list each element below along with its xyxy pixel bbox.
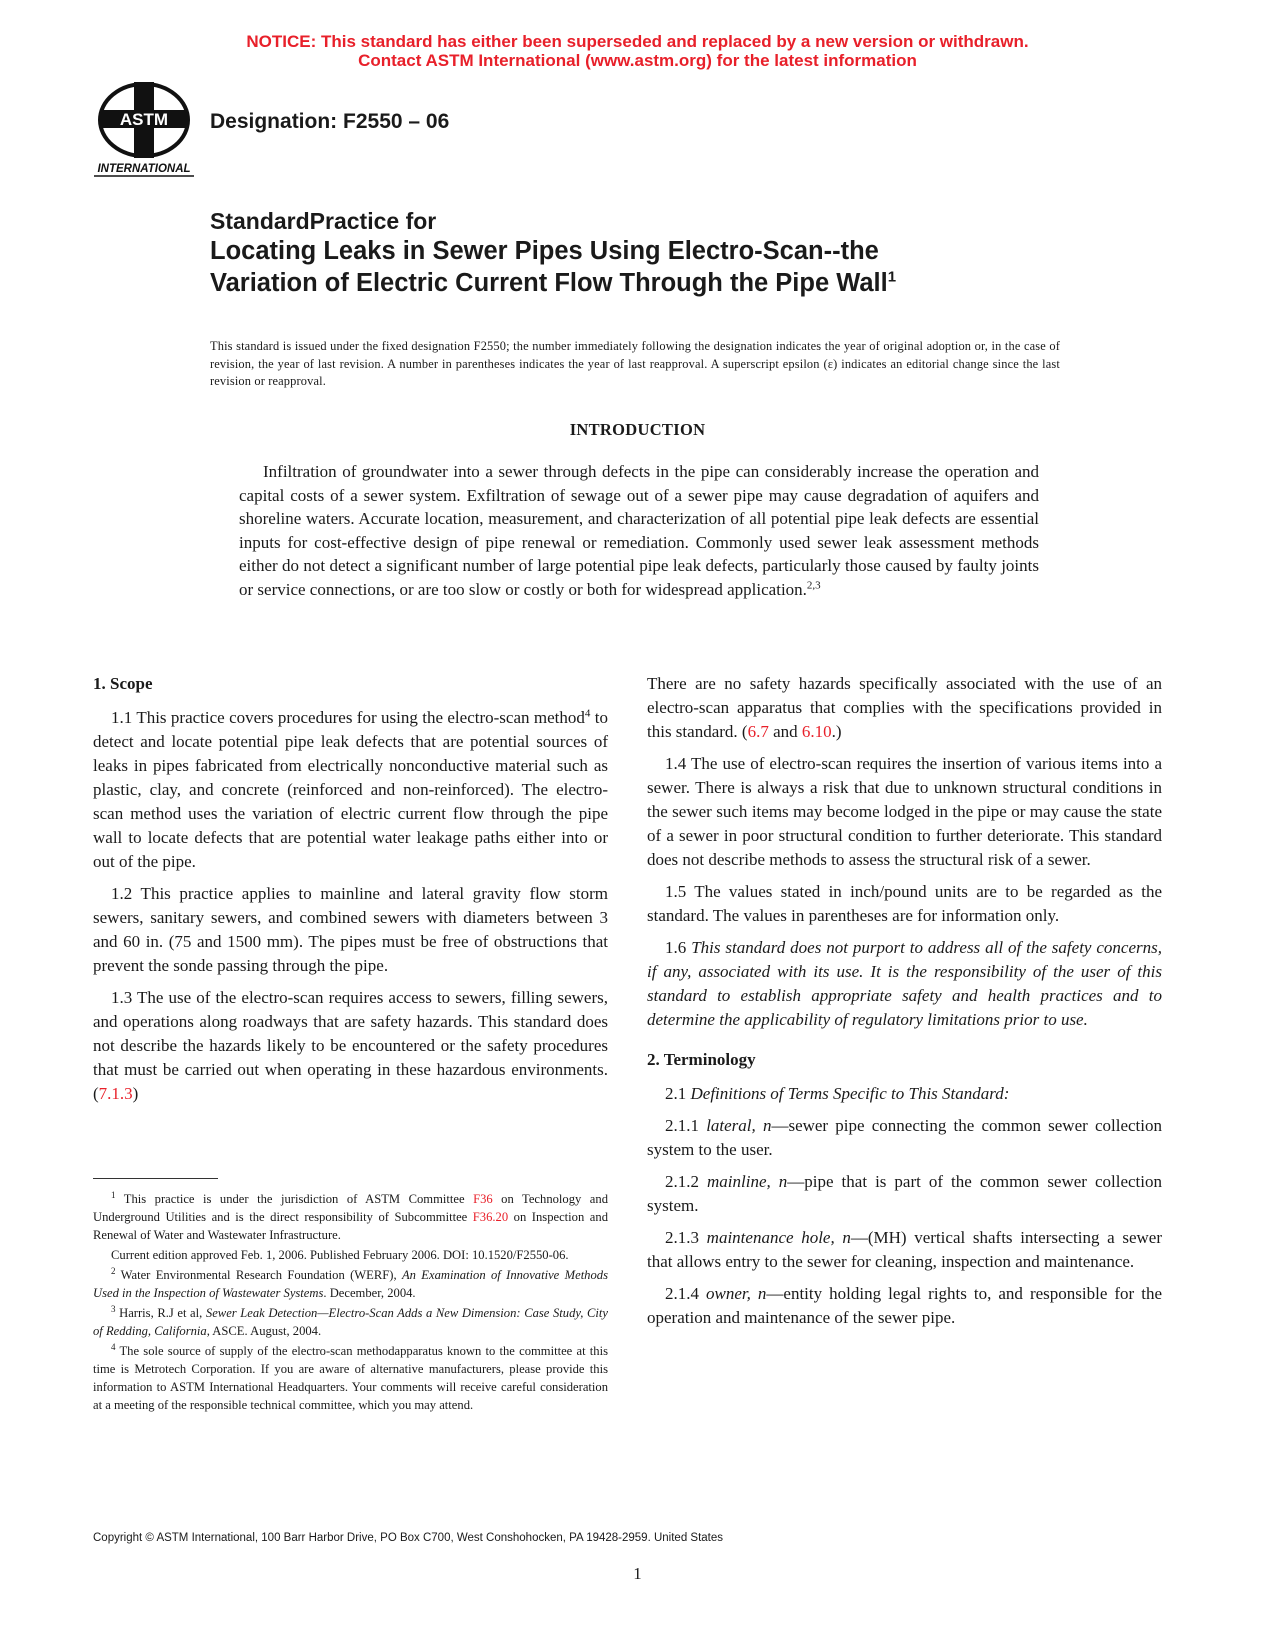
- footnote-3: [93, 1304, 608, 1340]
- title-line-1: Locating Leaks in Sewer Pipes Using Electro-Scan--the: [210, 237, 879, 265]
- title-block: [210, 207, 1110, 299]
- footnote-3-text-b: , ASCE. August, 2004.: [206, 1324, 322, 1338]
- paragraph-1-3-continued: [647, 672, 1162, 744]
- paragraph-1-3-text-d: .): [831, 722, 842, 741]
- footnote-4-marker: 4: [111, 1341, 116, 1352]
- paragraph-2-1-text: Definitions of Terms Specific to This Standard:: [690, 1084, 1010, 1103]
- title-line-2-text: Variation of Electric Current Flow Through the Pipe Wall: [210, 269, 888, 297]
- term-number: 2.1.3: [665, 1228, 707, 1247]
- footnote-2-title: An Examination of Innovative Methods Used in the Inspection of Wastewater Systems: [93, 1268, 608, 1300]
- paragraph-2-1: [647, 1082, 1162, 1106]
- footnote-2: [93, 1266, 608, 1302]
- footnote-2-text-a: Water Environmental Research Foundation (WERF),: [115, 1268, 402, 1282]
- term-lateral: [647, 1114, 1162, 1162]
- logo-subtitle: INTERNATIONAL: [97, 163, 191, 175]
- paragraph-1-3-text-a: 1.3 The use of the electro-scan requires access to sewers, filling sewers, and operations along roadways that are safety hazards. This standard does not describe the hazards likely to be encountered or the safety procedures that must be carried out when operating in these hazardous environments. (: [93, 988, 608, 1103]
- paragraph-1-6-number: 1.6: [665, 938, 692, 957]
- title-line-2: [210, 267, 1110, 299]
- link-6-10[interactable]: 6.10: [801, 722, 832, 741]
- term-definition: —pipe that is part of the common sewer collection system.: [647, 1172, 1163, 1215]
- introduction-footnote-ref[interactable]: 2,3: [806, 578, 821, 591]
- paragraph-1-1-text-b: to detect and locate potential pipe leak defects that are potential sources of leaks in pipes fabricated from electrically nonconductive material such as plastic, clay, and concrete (reinforced and non-reinforced). The electro-scan method uses the variation of electric current flow through the pipe wall to locate defects that are potential water leakage paths either into or out of the pipe.: [93, 708, 608, 871]
- right-column: [647, 672, 1162, 1338]
- logo-text: ASTM: [119, 110, 169, 129]
- footnote-2-text-b: . December, 2004.: [323, 1286, 416, 1300]
- paragraph-1-4: 1.4 The use of electro-scan requires the insertion of various items into a sewer. There is always a risk that due to unknown structural conditions in the sewer such items may become lodged in the pipe or may cause the state of a sewer in poor structural condition to further deteriorate. This standard does not describe methods to assess the structural risk of a sewer.: [647, 754, 1162, 869]
- term-name: mainline, n: [707, 1172, 788, 1191]
- term-number: 2.1.1: [665, 1116, 707, 1135]
- notice-line-1: NOTICE: This standard has either been superseded and replaced by a new version or withdrawn.: [246, 32, 1029, 51]
- term-maintenance-hole: [647, 1226, 1162, 1274]
- footnote-2-marker: 2: [111, 1265, 116, 1276]
- title-footnote-ref[interactable]: 1: [887, 268, 897, 286]
- footnotes: [93, 1190, 608, 1416]
- paragraph-1-6-text: This standard does not purport to address all of the safety concerns, if any, associated with its use. It is the responsibility of the user of this standard to establish appropriate safety and health practices and to determine the applicability of regulatory limitations prior to use.: [647, 938, 1163, 1029]
- term-number: 2.1.2: [665, 1172, 708, 1191]
- term-owner: [647, 1282, 1162, 1330]
- document-title: [210, 235, 1110, 299]
- term-number: 2.1.4: [665, 1284, 707, 1303]
- notice-line-2: Contact ASTM International (www.astm.org) for the latest information: [358, 51, 917, 70]
- term-name: lateral, n: [706, 1116, 772, 1135]
- footnote-3-title: Sewer Leak Detection—Electro-Scan Adds a New Dimension: Case Study, City of Redding, California: [93, 1306, 609, 1338]
- term-name: owner, n: [706, 1284, 767, 1303]
- astm-logo: [92, 80, 196, 180]
- introduction-body: Infiltration of groundwater into a sewer through defects in the pipe can considerably increase the operation and capital costs of a sewer system. Exfiltration of sewage out of a sewer pipe may cause degradation of aquifers and shoreline waters. Accurate location, measurement, and characterization of all potential pipe leak defects are essential inputs for cost-effective design of pipe renewal or remediation. Commonly used sewer leak assessment methods either do not detect a significant number of large potential pipe leak defects, particularly those caused by faulty joints or service connections, or are too slow or costly or both for widespread application.: [239, 462, 1039, 599]
- scope-heading: 1. Scope: [93, 674, 153, 693]
- footnote-4-text: The sole source of supply of the electro-scan methodapparatus known to the committee at this time is Metrotech Corporation. If you are aware of alternative manufacturers, please provide this information to ASTM International Headquarters. Your comments will receive careful consideration at a meeting of the responsible technical committee, which you may attend.: [93, 1344, 608, 1412]
- link-f36-20[interactable]: F36.20: [472, 1210, 509, 1224]
- paragraph-1-5: 1.5 The values stated in inch/pound units are to be regarded as the standard. The values in parentheses are for information only.: [647, 882, 1162, 925]
- issue-note: This standard is issued under the fixed designation F2550; the number immediately following the designation indicates the year of original adoption or, in the case of revision, the year of last revision. A number in parentheses indicates the year of last reapproval. A superscript epsilon (ε) indicates an editorial change since the last revision or reapproval.: [210, 339, 1060, 388]
- title-prefix: StandardPractice for: [210, 208, 437, 234]
- footnote-1-text-b: on Technology and Underground Utilities and is the direct responsibility of Subcommittee: [93, 1192, 608, 1224]
- astm-logo-mark: [100, 82, 188, 158]
- footnote-3-marker: 3: [111, 1303, 116, 1314]
- copyright-line: Copyright © ASTM International, 100 Barr Harbor Drive, PO Box C700, West Conshohocken, PA 19428-2959. United States: [93, 1532, 724, 1544]
- link-6-7[interactable]: 6.7: [747, 722, 769, 741]
- footnote-3-text-a: Harris, R.J et al,: [115, 1306, 206, 1320]
- page-number: 1: [633, 1564, 642, 1583]
- introduction-heading: INTRODUCTION: [569, 420, 706, 439]
- designation: Designation: F2550 – 06: [210, 110, 450, 133]
- footnote-1-text-c: on Inspection and Renewal of Water and Wastewater Infrastructure.: [93, 1210, 608, 1242]
- withdrawal-notice: [0, 32, 1275, 70]
- introduction-text: [239, 460, 1039, 601]
- paragraph-1-3-and: and: [768, 722, 802, 741]
- footnote-ref-4[interactable]: 4: [584, 707, 591, 720]
- footnote-1-edition: Current edition approved Feb. 1, 2006. Published February 2006. DOI: 10.1520/F2550-06.: [111, 1248, 569, 1262]
- term-definition: —sewer pipe connecting the common sewer collection system to the user.: [647, 1116, 1162, 1159]
- link-7-1-3[interactable]: 7.1.3: [98, 1084, 133, 1103]
- footnote-1-text-a: This practice is under the jurisdiction of ASTM Committee: [115, 1192, 474, 1206]
- paragraph-1-3-text-b: ): [132, 1084, 139, 1103]
- terminology-heading: 2. Terminology: [647, 1050, 756, 1069]
- left-column: [93, 672, 608, 1114]
- paragraph-1-2: 1.2 This practice applies to mainline and lateral gravity flow storm sewers, sanitary sewers, and combined sewers with diameters between 3 and 60 in. (75 and 1500 mm). The pipes must be free of obstructions that prevent the sonde passing through the pipe.: [93, 884, 608, 975]
- footnote-1-marker: 1: [111, 1189, 116, 1200]
- footnote-divider: [93, 1178, 218, 1179]
- paragraph-2-1-number: 2.1: [665, 1084, 691, 1103]
- term-mainline: [647, 1170, 1162, 1218]
- link-f36[interactable]: F36: [473, 1192, 493, 1206]
- paragraph-1-3: [93, 986, 608, 1106]
- paragraph-1-6: [647, 936, 1162, 1032]
- paragraph-1-1: [93, 706, 608, 874]
- paragraph-1-3-text-c: There are no safety hazards specifically associated with the use of an electro-scan apparatus that complies with the specifications provided in this standard. (: [647, 674, 1162, 741]
- paragraph-1-1-text-a: 1.1 This practice covers procedures for using the electro-scan method: [111, 708, 585, 727]
- term-definition: —(MH) vertical shafts intersecting a sewer that allows entry to the sewer for cleaning, inspection and maintenance.: [647, 1228, 1163, 1271]
- footnote-4: [93, 1342, 608, 1414]
- footnote-1: [93, 1190, 608, 1244]
- term-name: maintenance hole, n: [706, 1228, 851, 1247]
- term-definition: —entity holding legal rights to, and responsible for the operation and maintenance of the sewer pipe.: [647, 1284, 1162, 1327]
